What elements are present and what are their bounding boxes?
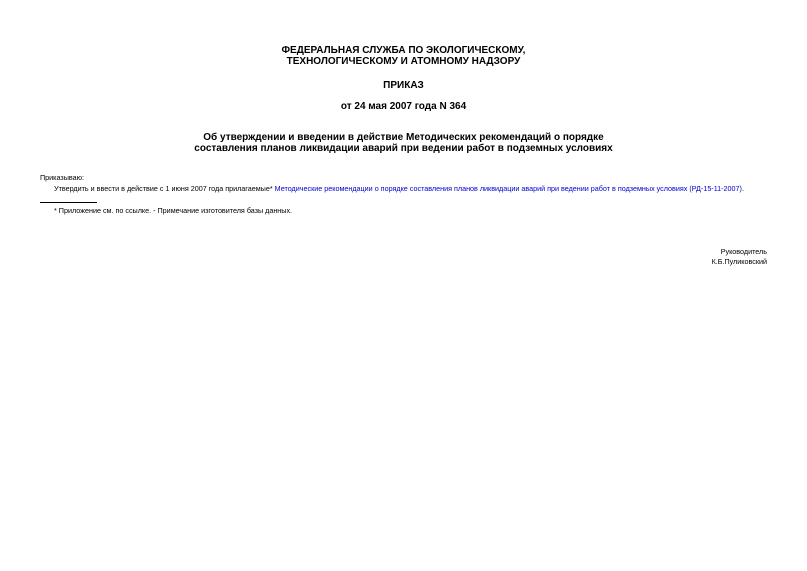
signature-name: К.Б.Пуликовский bbox=[711, 257, 767, 266]
document-title bbox=[0, 132, 807, 154]
agency-name bbox=[0, 45, 807, 67]
agency-line-2: ТЕХНОЛОГИЧЕСКОМУ И АТОМНОМУ НАДЗОРУ bbox=[286, 56, 521, 67]
title-line-1: Об утверждении и введении в действие Методических рекомендаций о порядке bbox=[203, 132, 604, 143]
title-line-2: составления планов ликвидации аварий при ведении работ в подземных условиях bbox=[194, 143, 613, 154]
order-end: . bbox=[741, 184, 744, 193]
order-text: Утвердить и ввести в действие с 1 июня 2007 года прилагаемые* bbox=[54, 184, 275, 193]
signature-role: Руководитель bbox=[720, 247, 767, 256]
document-type: ПРИКАЗ bbox=[383, 80, 424, 91]
footnote: * Приложение см. по ссылке. - Примечание изготовителя базы данных. bbox=[54, 206, 293, 215]
order-paragraph bbox=[54, 184, 744, 193]
preamble: Приказываю: bbox=[40, 173, 84, 182]
footnote-divider bbox=[40, 202, 97, 203]
agency-line-1: ФЕДЕРАЛЬНАЯ СЛУЖБА ПО ЭКОЛОГИЧЕСКОМУ, bbox=[281, 45, 526, 56]
recommendations-link[interactable]: Методические рекомендации о порядке составления планов ликвидации аварий при ведении работ в подземных условиях (РД-15-11-2007) bbox=[274, 184, 742, 193]
document-date-number: от 24 мая 2007 года N 364 bbox=[340, 101, 467, 112]
